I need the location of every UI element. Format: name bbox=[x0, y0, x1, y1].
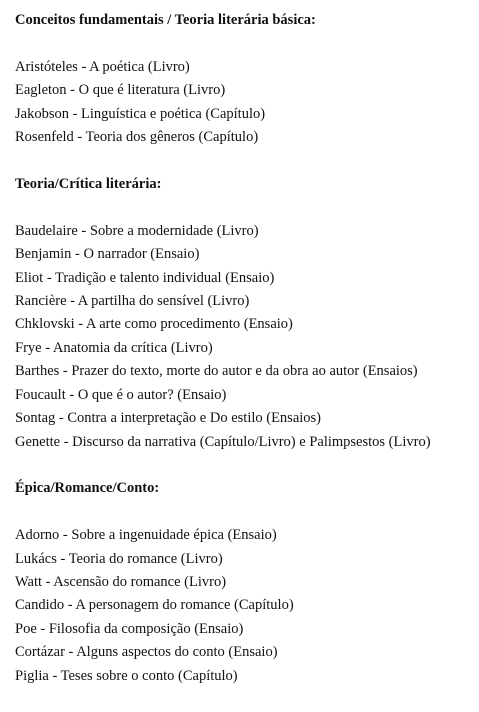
section-title-conceitos: Conceitos fundamentais / Teoria literária básica: bbox=[15, 12, 316, 28]
list-item: Cortázar - Alguns aspectos do conto (Ensaio) bbox=[15, 644, 278, 660]
list-item: Foucault - O que é o autor? (Ensaio) bbox=[15, 387, 227, 403]
list-item: Benjamin - O narrador (Ensaio) bbox=[15, 246, 200, 262]
list-item: Eagleton - O que é literatura (Livro) bbox=[15, 82, 226, 98]
list-item: Aristóteles - A poética (Livro) bbox=[15, 59, 190, 75]
list-item: Baudelaire - Sobre a modernidade (Livro) bbox=[15, 223, 259, 239]
list-item: Adorno - Sobre a ingenuidade épica (Ensaio) bbox=[15, 527, 277, 543]
list-item: Rosenfeld - Teoria dos gêneros (Capítulo) bbox=[15, 129, 259, 145]
list-item: Chklovski - A arte como procedimento (Ensaio) bbox=[15, 316, 293, 332]
list-item: Genette - Discurso da narrativa (Capítulo/Livro) e Palimpsestos (Livro) bbox=[15, 434, 431, 450]
list-item: Sontag - Contra a interpretação e Do estilo (Ensaios) bbox=[15, 410, 322, 426]
list-item: Frye - Anatomia da crítica (Livro) bbox=[15, 340, 213, 356]
list-item: Watt - Ascensão do romance (Livro) bbox=[15, 574, 227, 590]
list-item: Piglia - Teses sobre o conto (Capítulo) bbox=[15, 668, 238, 684]
list-item: Lukács - Teoria do romance (Livro) bbox=[15, 551, 223, 567]
list-item: Barthes - Prazer do texto, morte do autor e da obra ao autor (Ensaios) bbox=[15, 363, 418, 379]
section-title-teoria-critica: Teoria/Crítica literária: bbox=[15, 176, 162, 192]
list-item: Jakobson - Linguística e poética (Capítulo) bbox=[15, 106, 266, 122]
list-item: Poe - Filosofia da composição (Ensaio) bbox=[15, 621, 244, 637]
list-item: Eliot - Tradição e talento individual (Ensaio) bbox=[15, 270, 275, 286]
list-item: Candido - A personagem do romance (Capítulo) bbox=[15, 597, 294, 613]
section-title-epica-romance-conto: Épica/Romance/Conto: bbox=[15, 480, 160, 496]
list-item: Rancière - A partilha do sensível (Livro) bbox=[15, 293, 250, 309]
